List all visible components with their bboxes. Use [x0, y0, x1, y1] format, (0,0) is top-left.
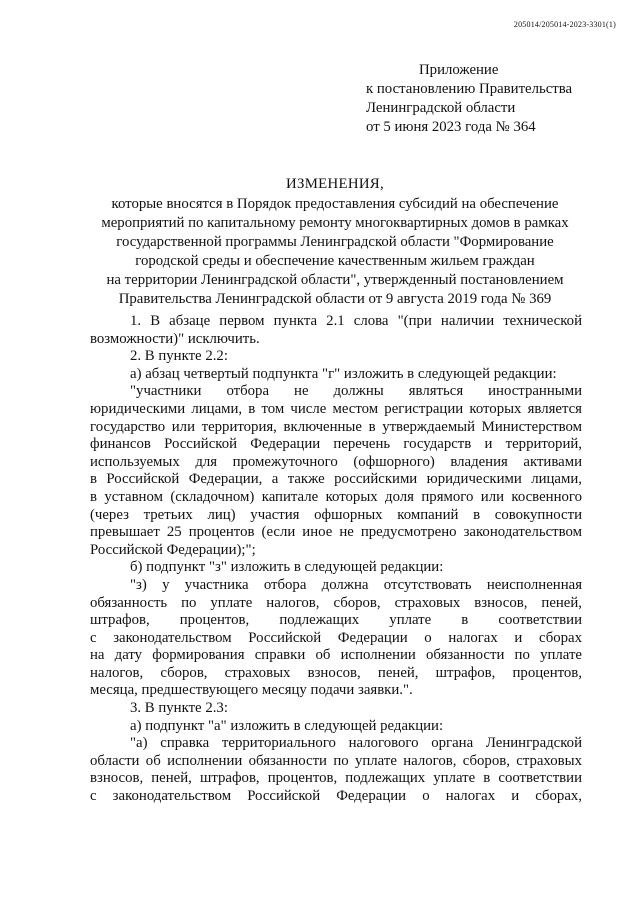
- body-line: в уставном (складочном) капитале которых доля прямого или косвенного: [90, 488, 582, 505]
- body-line: государство или территория, включенные в утверждаемый Министерством: [90, 418, 582, 435]
- title-line: на территории Ленинградской области", утвержденный постановлением: [106, 272, 564, 288]
- document-title: [80, 175, 590, 309]
- body-line: 3. В пункте 2.3:: [130, 700, 228, 717]
- body-line: налогов, сборов, страховых взносов, пеней, штрафов, процентов,: [90, 664, 582, 681]
- appendix-line: к постановлению Правительства: [366, 81, 573, 97]
- body-line: обязанность по уплате налогов, сборов, страховых взносов, пеней,: [90, 594, 582, 611]
- appendix-line: от 5 июня 2023 года № 364: [366, 119, 536, 135]
- body-line: возможности)" исключить.: [90, 330, 260, 347]
- body-line: штрафов, процентов, подлежащих уплате в соответствии: [90, 612, 582, 629]
- appendix-line: Ленинградской области: [366, 100, 516, 116]
- body-line: а) подпункт "а" изложить в следующей редакции:: [130, 717, 444, 734]
- body-line: "з) у участника отбора должна отсутствовать неисполненная: [130, 576, 582, 593]
- body-line: юридическими лицами, в том числе местом регистрации которых является: [90, 400, 582, 417]
- body-line: используемых для промежуточного (офшорного) владения активами: [90, 453, 582, 470]
- title-line: государственной программы Ленинградской области "Формирование: [116, 234, 554, 250]
- body-line: "участники отбора не должны являться иностранными: [130, 383, 582, 400]
- body-line: 2. В пункте 2.2:: [130, 348, 228, 365]
- title-line: городской среды и обеспечение качественным жильем граждан: [135, 253, 535, 269]
- body-line: с законодательством Российской Федерации о налогах и сборах,: [90, 788, 582, 805]
- title-line: мероприятий по капитальному ремонту многоквартирных домов в рамках: [101, 215, 569, 231]
- document-id: 205014/205014-2023-3301(1): [513, 20, 616, 29]
- title-heading: ИЗМЕНЕНИЯ,: [286, 176, 384, 192]
- body-line: Российской Федерации);";: [90, 541, 256, 558]
- body-line: с законодательством Российской Федерации о налогах и сборах: [90, 629, 582, 646]
- body-line: превышает 25 процентов (если иное не предусмотрено законодательством: [90, 524, 582, 541]
- body-line: финансов Российской Федерации перечень государств и территорий,: [90, 436, 582, 453]
- body-line: взносов, пеней, штрафов, процентов, подлежащих уплате в соответствии: [90, 770, 582, 787]
- body-line: б) подпункт "з" изложить в следующей редакции:: [130, 559, 444, 576]
- body-line: области об исполнении обязанности по уплате налогов, сборов, страховых: [90, 752, 582, 769]
- document-body: [90, 313, 582, 806]
- body-line: "а) справка территориального налогового органа Ленинградской: [130, 735, 582, 752]
- body-line: (через третьих лиц) участия офшорных компаний в совокупности: [90, 506, 582, 523]
- body-line: на дату формирования справки об исполнении обязанности по уплате: [90, 647, 582, 664]
- body-line: в Российской Федерации, а также российскими юридическими лицами,: [90, 471, 582, 488]
- title-line: Правительства Ленинградской области от 9 августа 2019 года № 369: [118, 291, 552, 307]
- title-line: которые вносятся в Порядок предоставления субсидий на обеспечение: [111, 196, 559, 212]
- appendix-line: Приложение: [419, 62, 499, 78]
- body-line: а) абзац четвертый подпункта "г" изложить в следующей редакции:: [130, 365, 557, 382]
- body-line: месяца, предшествующего месяцу подачи заявки.".: [90, 682, 413, 699]
- appendix-block: [366, 61, 572, 137]
- body-line: 1. В абзаце первом пункта 2.1 слова "(при наличии технической: [130, 313, 582, 329]
